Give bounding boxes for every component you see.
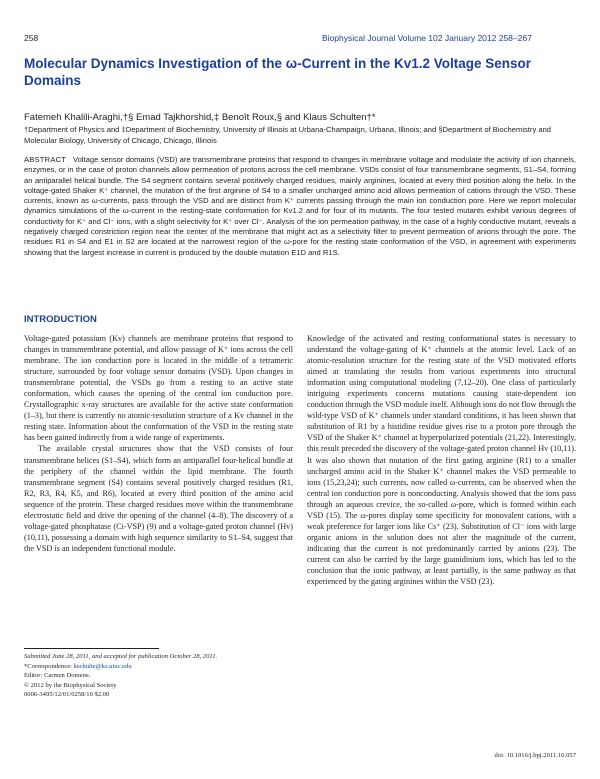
page-number: 258	[24, 33, 39, 43]
doi-link[interactable]: doi: 10.1016/j.bpj.2011.10.057	[494, 752, 576, 759]
author-affiliations: †Department of Physics and ‡Department of Biochemistry, University of Illinois at Urbana-Champaign, Urbana, Illinois; and §Department of Biochemistry and Molecular Biology, University of Chicago, Chicago, Illinois	[24, 125, 552, 145]
body-column-right	[307, 333, 576, 587]
copyright: © 2012 by the Biophysical Society	[24, 681, 117, 689]
footnotes	[24, 652, 294, 700]
footnote-divider	[24, 648, 159, 649]
issn-price: 0006-3495/12/01/0258/10 $2.00	[24, 691, 110, 699]
body-column-left	[24, 333, 293, 554]
paragraph: Voltage-gated potassium (Kv) channels are membrane proteins that respond to changes in transmembrane potential, and allow passage of K⁺ ions across the cell membrane. The ion conduction pore is located in the middle of a tetrameric structure, surrounded by four voltage sensor domains (VSD). Upon changes in transmembrane potential, the VSDs go from a resting to an active state conformation, which causes the opening of the central ion conduction pore. Crystallographic x-ray structures are available for the active state conformation (1–3), but there is currently no atomic-resolution structure of a Kv channel in the resting state. Information about the conformation of the VSD in the resting state has been gained indirectly from a wide range of experiments.	[24, 334, 293, 443]
abstract	[24, 155, 576, 258]
editor-note: Editor: Carmen Domene.	[24, 672, 91, 680]
correspondence	[24, 662, 294, 672]
paragraph: The available crystal structures show that the VSD consists of four transmembrane helices (S1–S4), which form an antiparallel four-helical bundle at the periphery of the channel within the lipid membrane. The fourth transmembrane segment (S4) contains several positively charged residues (R1, R2, R3, R4, K5, and R6), located at every third position of the amino acid sequence of the protein. These charged residues move within the transmembrane electrostatic field and drive the opening of the channel (4–8). The discovery of a voltage-gated phosphatase (Ci-VSP) (9) and a voltage-gated proton channel (Hv) (10,11), possessing a domain with high sequence similarity to S1–S4, suggest that the VSD is an independent functional module.	[24, 444, 293, 553]
abstract-text: Voltage sensor domains (VSD) are transmembrane proteins that respond to changes in membrane voltage and modulate the activity of ion channels, enzymes, or in the case of proton channels allow permeation of protons across the cell membrane. VSDs consist of four transmembrane segments, S1–S4, forming an antiparallel helical bundle. The S4 segment contains several positively charged residues, mainly arginines, located at every third position along the helix. In the voltage-gated Shaker K⁺ channel, the mutation of the first arginine of S4 to a smaller uncharged amino acid allows permeation of cations through the VSD. These currents, known as ω-currents, pass through the VSD and are distinct from K⁺ currents passing through the main ion conduction pore. Here we report molecular dynamics simulations of the ω-current in the resting-state conformation for Kv1.2 and for four of its mutants. The four tested mutants exhibit various degrees of conductivity for K⁺ and Cl⁻ ions, with a slight selectivity for K⁺ over Cl⁻. Analysis of the ion permeation pathway, in the case of a highly conductive mutant, reveals a negatively charged constriction region near the center of the membrane that might act as a selectivity filter to prevent permeation of anions through the pore. The residues R1 in S4 and E1 in S2 are located at the narrowest region of the ω-pore for the resting state conformation of the VSD, in agreement with experiments showing that the largest increase in current is produced by the double mutation E1D and R1S.	[24, 155, 577, 257]
abstract-label: ABSTRACT	[24, 155, 67, 164]
correspondence-label: *Correspondence:	[24, 662, 74, 670]
paragraph: Knowledge of the activated and resting conformational states is necessary to understand the voltage-gating of K⁺ channels at the atomic level. Lack of an atomic-resolution structure for the resting state of the VSD motivated efforts aimed at translating the results from various experiments into structural information using computational modeling (7,12–20). One class of particularly intriguing experiments concerns mutations causing state-dependent ion conduction through the VSD module itself. Although ions do not flow through the wild-type VSD of K⁺ channels under standard conditions, it has been shown that substitution of R1 by a histidine residue gives rise to a proton pore through the VSD of the Shaker K⁺ channel at hyperpolarized potentials (21,22). Interestingly, this result preceded the discovery of the voltage-gated proton channel Hv (10,11). It was also shown that mutation of the first gating arginine (R1) to a smaller uncharged amino acid in the Shaker K⁺ channel makes the VSD permeable to ions (15,23,24); such currents, now called ω-currents, can be observed when the central ion conduction pore is nonconducting. Analysis showed that the ions pass through an aqueous crevice, the so-called ω-pore, which is formed within each VSD (15). The ω-pores display some specificity for monovalent cations, with a weak preference for larger ions like Cs⁺ (23). Substitution of Cl⁻ ions with large organic anions in the solution does not alter the magnitude of the current, indicating that the current is not predominantly carried by anions (23). The current can also be carried by the large guanidinium ions, which has led to the conclusion that the ionic pathway, at least partially, is the same pathway as that experienced by the gating arginines within the VSD (23).	[307, 334, 576, 587]
section-heading-introduction: INTRODUCTION	[24, 314, 97, 325]
journal-citation-header: Biophysical Journal Volume 102 January 2012 258–267	[322, 33, 532, 43]
submission-dates: Submitted June 28, 2011, and accepted for publication October 28, 2011.	[24, 653, 218, 660]
correspondence-email-link[interactable]: kschulte@ks.uiuc.edu	[73, 662, 132, 670]
article-title: Molecular Dynamics Investigation of the ω-Current in the Kv1.2 Voltage Sensor Domains	[24, 56, 532, 88]
author-list: Fatemeh Khalili-Araghi,†§ Emad Tajkhorshid,‡ Benoît Roux,§ and Klaus Schulten†*	[24, 112, 376, 123]
